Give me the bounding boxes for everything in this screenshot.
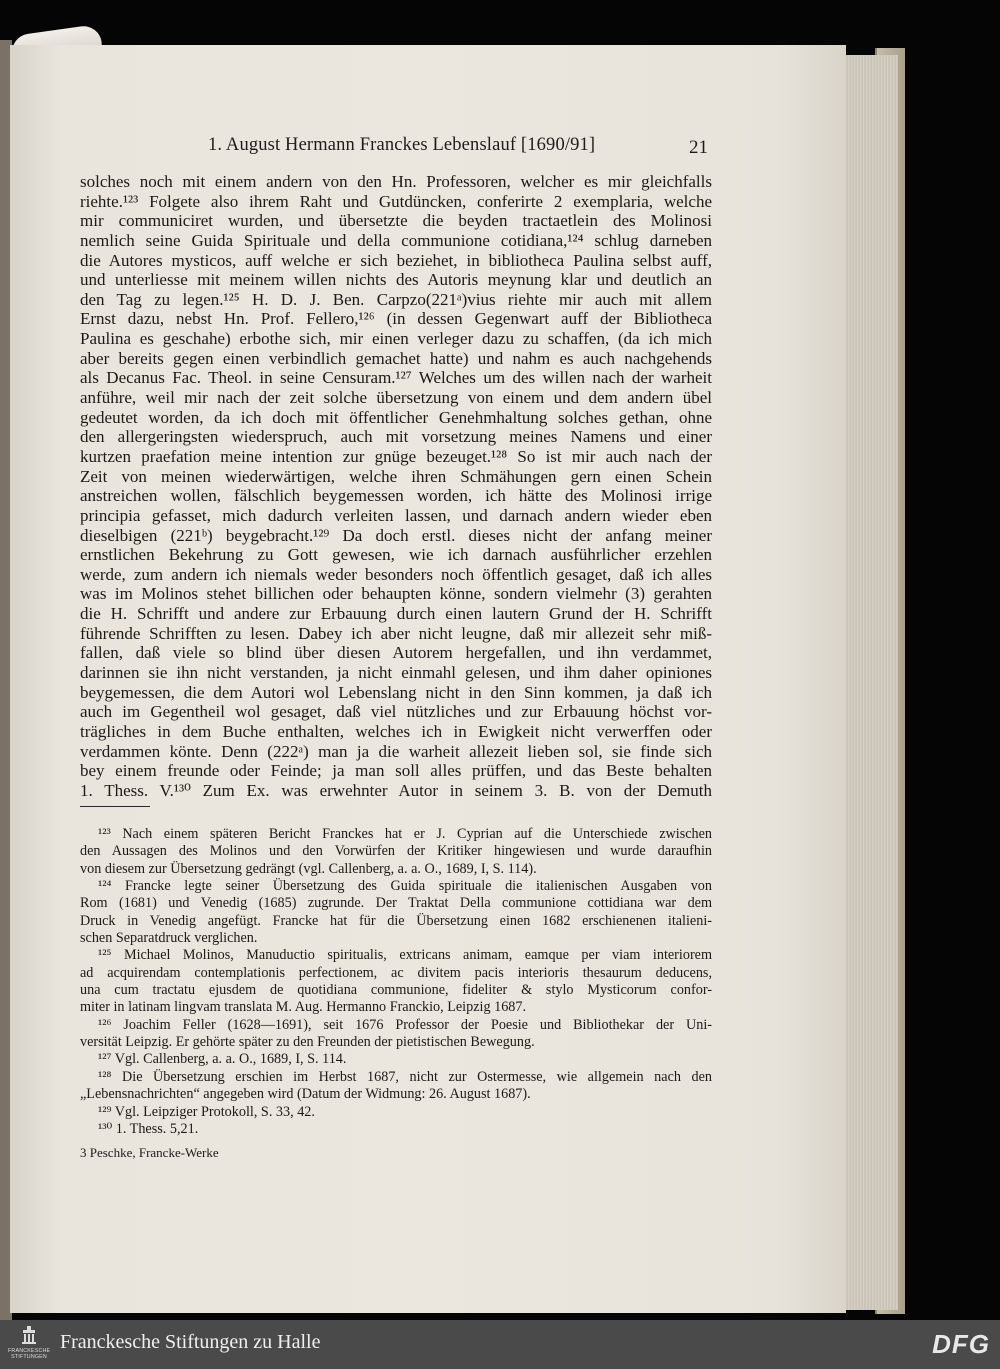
footnote-line: ¹²⁴ Francke legte seiner Übersetzung des Guida spirituale die italienischen Ausgaben von <box>98 878 712 895</box>
franckesche-logo[interactable] <box>8 1326 50 1366</box>
footnote-line: ¹²⁷ Vgl. Callenberg, a. a. O., 1689, I, S. 114. <box>98 1051 347 1068</box>
text-line: kurtzen praefation meine intention zur gnüge bezeuget.¹²⁸ So ist mir auch nach der <box>80 446 712 466</box>
footnote-rule <box>80 806 150 807</box>
text-line: die Autores mysticos, auff welche er sich beziehet, in bibliotheca Paulina selbst auff, <box>80 250 712 270</box>
footnote-line: ¹²³ Nach einem späteren Bericht Franckes hat er J. Cyprian auf die Unterschiede zwischen <box>98 826 712 842</box>
footnote-line: ¹²⁵ Michael Molinos, Manuductio spiritualis, extricans animam, eamque per viam interiorem <box>98 947 712 964</box>
text-line: trägliches in dem Buche enthalten, welches ich in Ewigkeit nicht verwerffen oder <box>80 721 712 741</box>
text-line: gedeutet worden, da ich doch mit öffentlicher Genehmhaltung solches gethan, ohne <box>80 407 712 427</box>
footnote-line: miter in latinam lingvam translata M. Aug. Hermanno Franckio, Leipzig 1687. <box>80 999 527 1016</box>
viewer-footer <box>0 1320 1000 1369</box>
text-line: führende Schrifften zu lesen. Dabey ich aber nicht leugne, daß mir allezeit sehr miß- <box>80 623 712 643</box>
text-line: anführe, weil mir nach der zeit solche übersetzung von einem und dem andern übel <box>80 388 712 408</box>
page-number: 21 <box>689 137 708 158</box>
text-line: werde, zum andern ich niemals weder besonders noch öffentlich gesaget, daß ich alles <box>80 564 712 584</box>
footnote-line: ¹³⁰ 1. Thess. 5,21. <box>98 1120 199 1137</box>
text-line: den Tag zu legen.¹²⁵ H. D. J. Ben. Carpzo(221ᵃ)vius riehte mir auch mit allem <box>80 289 712 309</box>
footnote-line: den Aussagen des Molinos und den Vorwürfen der Kritiker hingewiesen und wurde daraufhin <box>80 843 712 860</box>
text-line: 1. Thess. V.¹³⁰ Zum Ex. was erwehnter Autor in seinem 3. B. von der Demuth <box>80 780 712 800</box>
text-line: nemlich seine Guida Spirituale und della communione cotidiana,¹²⁴ schlug darneben <box>80 230 712 250</box>
logo-text: FRANCKESCHE STIFTUNGEN <box>8 1348 51 1360</box>
text-line: den allergeringsten wiederspruch, auch mit vorsetzung meines Namens und einer <box>80 427 712 447</box>
text-line: mir communiciret wurden, und übersetzte die beyden tractaetlein des Molinosi <box>80 211 712 231</box>
text-line: bey einem freunde oder Feinde; ja man soll alles prüffen, und das Beste behalten <box>80 761 712 781</box>
text-line: die H. Schrifft und andere zur Erbauung durch einen lautern Grund der H. Schrifft <box>80 604 712 624</box>
text-line: auch im Gegentheil wol gesaget, daß viel nützliches und zur Erbauung höchst vor- <box>80 702 712 722</box>
footnote-line: una cum tractatu ejusdem de quotidiana communione, fideliter & stylo Mysticorum confor- <box>80 982 712 999</box>
footnote-line: Rom (1681) und Venedig (1685) zugrunde. Der Traktat Della communione cottidiana war dem <box>80 895 712 912</box>
text-line: was im Molinos stehet billichen oder behaupten könne, sondern vielmehr (3) gerahten <box>80 584 712 604</box>
text-line: ernstlichen Bekehrung zu Gott gewesen, wie ich darnach ausführlicher erzehlen <box>80 545 712 565</box>
text-line: aber bereits gegen einen verbindlich gemachet hatte) und nahm es auch nachgehends <box>80 348 712 368</box>
main-text <box>80 172 712 801</box>
running-head: 1. August Hermann Franckes Lebenslauf [1690/91] <box>208 135 596 155</box>
text-line: beygemessen, die dem Autori wol Lebenslang nicht in den Sinn kommen, ja daß ich <box>80 682 712 702</box>
dfg-logo[interactable]: DFG <box>932 1329 990 1359</box>
footer-title[interactable]: Franckesche Stiftungen zu Halle <box>60 1331 321 1353</box>
footnotes <box>80 826 712 1138</box>
text-line: Zeit von meinen wiederwärtigen, welche ihren Schmähungen gern einen Schein <box>80 466 712 486</box>
text-line: principia gefasset, mich dadurch verleiten lassen, und darnach andern wieder eben <box>80 505 712 525</box>
footnote-line: ¹²⁸ Die Übersetzung erschien im Herbst 1687, nicht zur Ostermesse, wie allgemein nach den <box>98 1068 712 1085</box>
text-line: verdammen könte. Denn (222ᵃ) man ja die warheit allezeit lieben sol, sie finde sich <box>80 741 712 761</box>
text-line: Ernst dazu, nebst Hn. Prof. Fellero,¹²⁶ (in dessen Gegenwart auff der Bibliotheca <box>80 309 712 329</box>
building-icon <box>21 1326 37 1344</box>
footnote-line: von diesem zur Übersetzung gedrängt (vgl. Callenberg, a. a. O., 1689, I, S. 114). <box>80 860 537 877</box>
text-line: anstreichen wollen, fälschlich beygemessen worden, ich hätte des Molinosi irrige <box>80 486 712 506</box>
text-line: als Decanus Fac. Theol. in seine Censuram.¹²⁷ Welches um des willen nach der warheit <box>80 368 712 388</box>
footnote-line: ¹²⁶ Joachim Feller (1628—1691), seit 1676 Professor der Poesie und Bibliothekar der Uni- <box>98 1016 712 1033</box>
text-line: solches noch mit einem andern von den Hn. Professoren, welcher es mir gleichfalls <box>80 172 712 191</box>
text-line: Paulina es geschahe) erbothe sich, mir einen verleger dazu zu schaffen, (da ich mich <box>80 329 712 349</box>
text-line: darinnen sie ihn nicht verstanden, ja nicht einmahl gelesen, und ihm daher opiniones <box>80 663 712 683</box>
printer-signature: 3 Peschke, Francke-Werke <box>80 1145 219 1160</box>
footnote-line: ad acquirendam contemplationis perfectionem, ac divitem pacis interioris thesaurum deducens, <box>80 964 712 981</box>
text-line: fallen, daß viele so blind über diesen Autorem hergefallen, und ihn verdammet, <box>80 643 712 663</box>
footnote-line: ¹²⁹ Vgl. Leipziger Protokoll, S. 33, 42. <box>98 1103 315 1120</box>
text-line: riehte.¹²³ Folgete also ihrem Raht und Gutdüncken, conferirte 2 exemplaria, welche <box>80 191 712 211</box>
text-line: dieselbigen (221ᵇ) beygebracht.¹²⁹ Da doch erstl. dieses nicht der anfang meiner <box>80 525 712 545</box>
footnote-line: „Lebensnachrichten“ angegeben wird (Datum der Widmung: 26. August 1687). <box>80 1086 531 1103</box>
footnote-line: versität Leipzig. Er gehörte später zu den Freunden der pietistischen Bewegung. <box>80 1034 535 1051</box>
footnote-line: Druck in Venedig angefügt. Francke hat für die Übersetzung einen 1682 erschienenen italieni- <box>80 912 712 929</box>
footnote-line: schen Separatdruck verglichen. <box>80 930 258 947</box>
page-header <box>80 135 712 161</box>
text-line: und unterliesse mit meinem willen nichts des Autoris meynung klar und deutlich an <box>80 270 712 290</box>
